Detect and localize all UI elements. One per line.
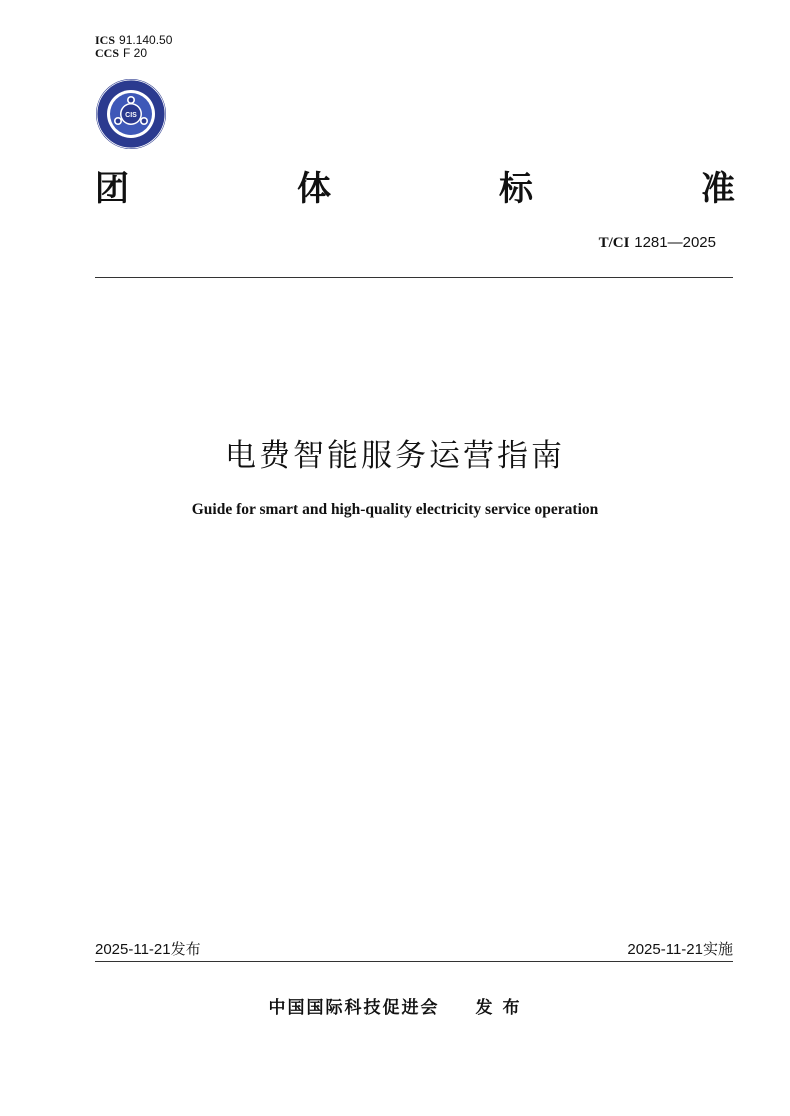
standard-type-char: 准 <box>701 168 735 209</box>
publisher-line <box>0 993 790 1018</box>
publisher-name: 中国国际科技促进会 <box>268 998 440 1018</box>
title-chinese: 电费智能服务运营指南 <box>225 438 565 474</box>
standard-number-value: 1281—2025 <box>634 234 716 251</box>
ics-value: 91.140.50 <box>119 33 173 47</box>
title-english: Guide for smart and high-quality electricity service operation <box>191 501 599 518</box>
ccs-value: F 20 <box>123 46 148 60</box>
ccs-row <box>95 47 172 60</box>
logo-text: CIS <box>125 112 137 119</box>
standard-type-char: 团 <box>95 168 129 209</box>
publisher-action: 发 布 <box>475 998 522 1018</box>
standard-number-prefix: T/CI <box>598 235 630 251</box>
standard-type-char: 标 <box>499 168 533 209</box>
ccs-label: CCS <box>95 46 120 60</box>
implement-date: 2025-11-21实施 <box>627 941 733 958</box>
top-divider <box>95 277 733 278</box>
bottom-divider <box>95 961 733 962</box>
ics-label: ICS <box>95 33 116 47</box>
classification-codes <box>95 34 172 60</box>
standard-number <box>599 233 716 252</box>
organization-seal-icon <box>95 78 167 150</box>
standard-type-char: 体 <box>297 168 331 209</box>
organization-logo <box>95 78 167 150</box>
publish-date: 2025-11-21发布 <box>95 941 201 958</box>
standard-type-heading <box>95 160 735 210</box>
